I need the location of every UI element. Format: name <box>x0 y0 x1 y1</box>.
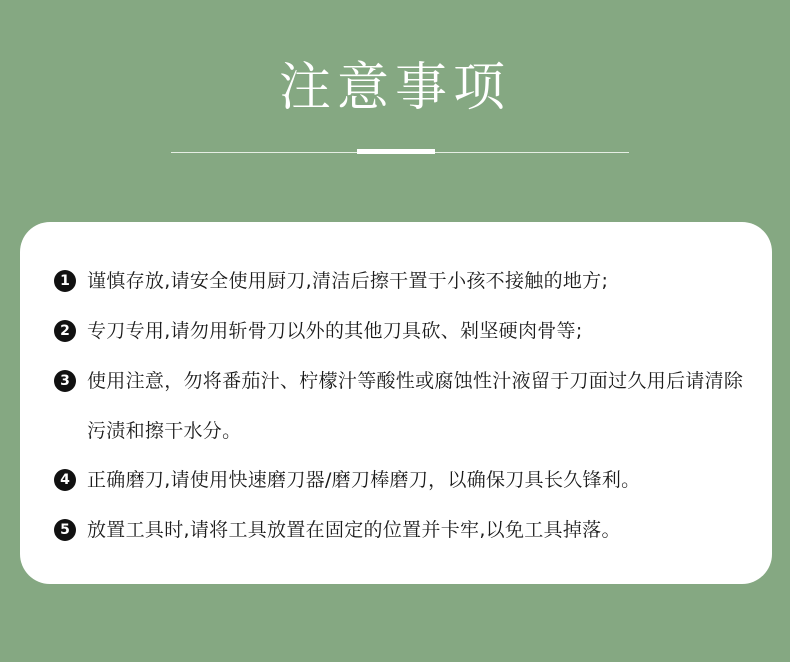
note-item-1 <box>54 266 747 306</box>
note-item-3 <box>54 366 747 456</box>
number-badge-icon: 5 <box>54 519 76 541</box>
title-divider-accent <box>357 149 435 154</box>
note-text: 正确磨刀,请使用快速磨刀器/磨刀棒磨刀，以确保刀具长久锋利。 <box>87 469 641 491</box>
number-badge-icon: 2 <box>54 320 76 342</box>
number-badge-icon: 3 <box>54 370 76 392</box>
note-item-4 <box>54 465 747 505</box>
note-text: 专刀专用,请勿用斩骨刀以外的其他刀具砍、剁坚硬肉骨等; <box>87 320 583 342</box>
note-text: 谨慎存放,请安全使用厨刀,清洁后擦干置于小孩不接触的地方; <box>87 270 609 292</box>
note-item-2 <box>54 316 747 356</box>
notes-card <box>20 222 772 584</box>
number-badge-icon: 1 <box>54 270 76 292</box>
note-text: 放置工具时,请将工具放置在固定的位置并卡牢,以免工具掉落。 <box>87 519 621 541</box>
note-item-5 <box>54 515 747 555</box>
note-text: 使用注意，勿将番茄汁、柠檬汁等酸性或腐蚀性汁液留于刀面过久用后请清除污渍和擦干水分。 <box>87 370 744 442</box>
number-badge-icon: 4 <box>54 469 76 491</box>
page-title: 注意事项 <box>278 58 511 118</box>
